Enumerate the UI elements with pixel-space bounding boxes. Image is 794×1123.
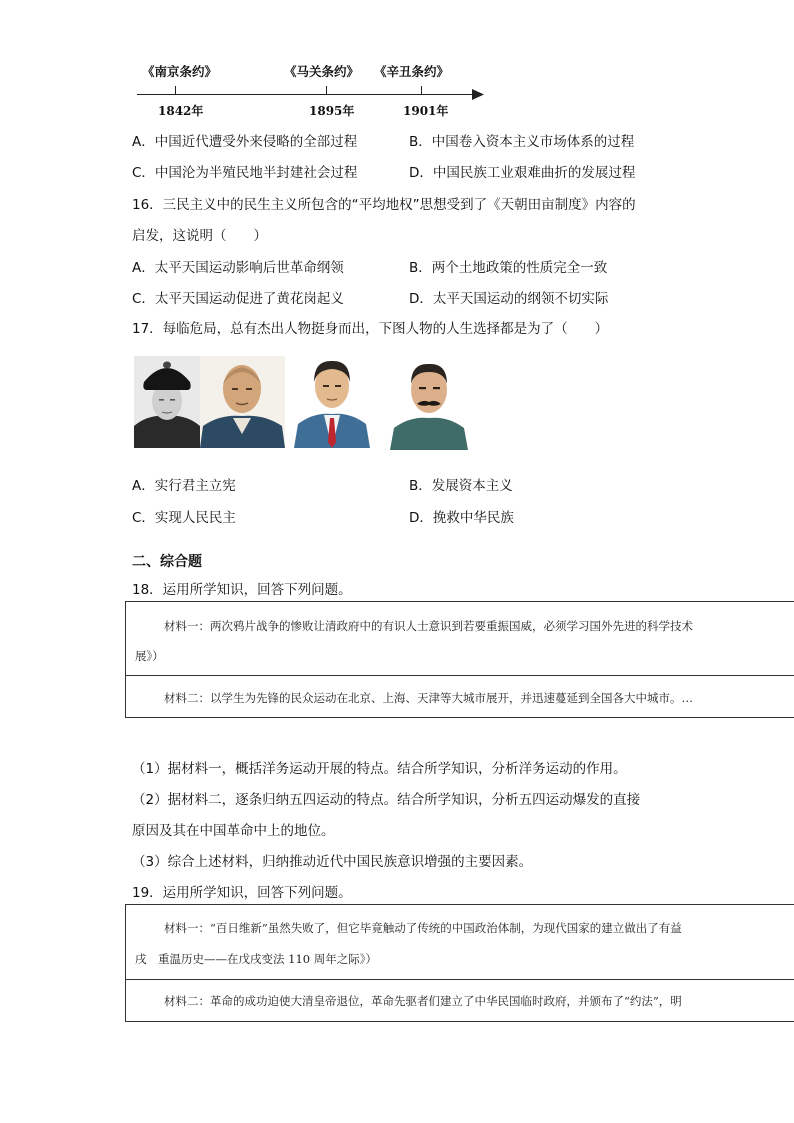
q18-material2-text: 材料二：以学生为先锋的民众运动在北京、上海、天津等大城市展开，并迅速蔓延到全国各大中城市。… [164,691,693,705]
timeline-arrow-icon [472,89,484,100]
q18-sub2: （2）据材料二，逐条归纳五四运动的特点。结合所学知识，分析五四运动爆发的直接 [132,792,641,808]
timeline-event-label: 《马关条约》 [284,64,360,79]
q19-material-box [125,904,794,1022]
q17-option-b: B．发展资本主义 [409,478,513,494]
q16-stem: 16．三民主义中的民生主义所包含的“平均地权”思想受到了《天朝田亩制度》内容的 [132,197,636,213]
timeline-tick [175,86,176,95]
material-divider [126,979,794,980]
q19-stem: 19．运用所学知识，回答下列问题。 [132,885,352,901]
portrait-suited-man-image [292,352,372,448]
timeline-year: 1895年 [309,104,355,118]
q18-sub3: （3）综合上述材料，归纳推动近代中国民族意识增强的主要因素。 [132,854,533,870]
q19-material1-text: 材料一：“百日维新”虽然失败了，但它毕竟触动了传统的中国政治体制，为现代国家的建立做出了有益 [164,921,682,935]
timeline-year: 1842年 [158,104,204,118]
q18-material1-text-cont: 展》） [135,649,164,663]
q17-option-c: C．实现人民民主 [132,510,236,526]
q17-option-a: A．实行君主立宪 [132,478,236,494]
q19-material1-text-cont: 戌 重温历史——在戊戌变法 110 周年之际》） [135,952,378,966]
timeline-year: 1901年 [403,104,449,118]
q16-option-c: C．太平天国运动促进了黄花岗起义 [132,291,344,307]
material-divider [126,675,794,676]
q15-option-c: C．中国沦为半殖民地半封建社会过程 [132,165,358,181]
q18-sub2-cont: 原因及其在中国革命中上的地位。 [132,823,335,839]
timeline-tick [326,86,327,95]
q17-stem: 17．每临危局，总有杰出人物挺身而出，下图人物的人生选择都是为了（ ） [132,321,609,337]
q15-option-a: A．中国近代遭受外来侵略的全部过程 [132,134,358,150]
q16-stem-cont: 启发，这说明（ ） [132,228,267,244]
portrait-mustached-man-image [388,354,470,450]
q16-option-b: B．两个土地政策的性质完全一致 [409,260,608,276]
q18-stem: 18．运用所学知识，回答下列问题。 [132,582,352,598]
q17-option-d: D．挽救中华民族 [409,510,514,526]
timeline-event-label: 《南京条约》 [142,64,218,79]
section-title: 二、综合题 [132,554,202,570]
q18-material-box [125,601,794,718]
q18-sub1: （1）据材料一，概括洋务运动开展的特点。结合所学知识，分析洋务运动的作用。 [132,761,627,777]
q19-material2-text: 材料二：革命的成功迫使大清皇帝退位，革命先驱者们建立了中华民国临时政府，并颁布了“约法”，明 [164,994,682,1008]
q18-material1-text: 材料一：两次鸦片战争的惨败让清政府中的有识人士意识到若要重振国威，必须学习国外先进的科学技术 [164,619,693,633]
portrait-qing-official-image [134,356,200,448]
timeline-tick [421,86,422,95]
q16-option-a: A．太平天国运动影响后世革命纲领 [132,260,344,276]
portrait-shaved-head-man-image [200,356,285,448]
q16-option-d: D．太平天国运动的纲领不切实际 [409,291,609,307]
timeline-axis [137,94,475,95]
timeline-event-label: 《辛丑条约》 [374,64,450,79]
q15-option-b: B．中国卷入资本主义市场体系的过程 [409,134,635,150]
q15-option-d: D．中国民族工业艰难曲折的发展过程 [409,165,636,181]
